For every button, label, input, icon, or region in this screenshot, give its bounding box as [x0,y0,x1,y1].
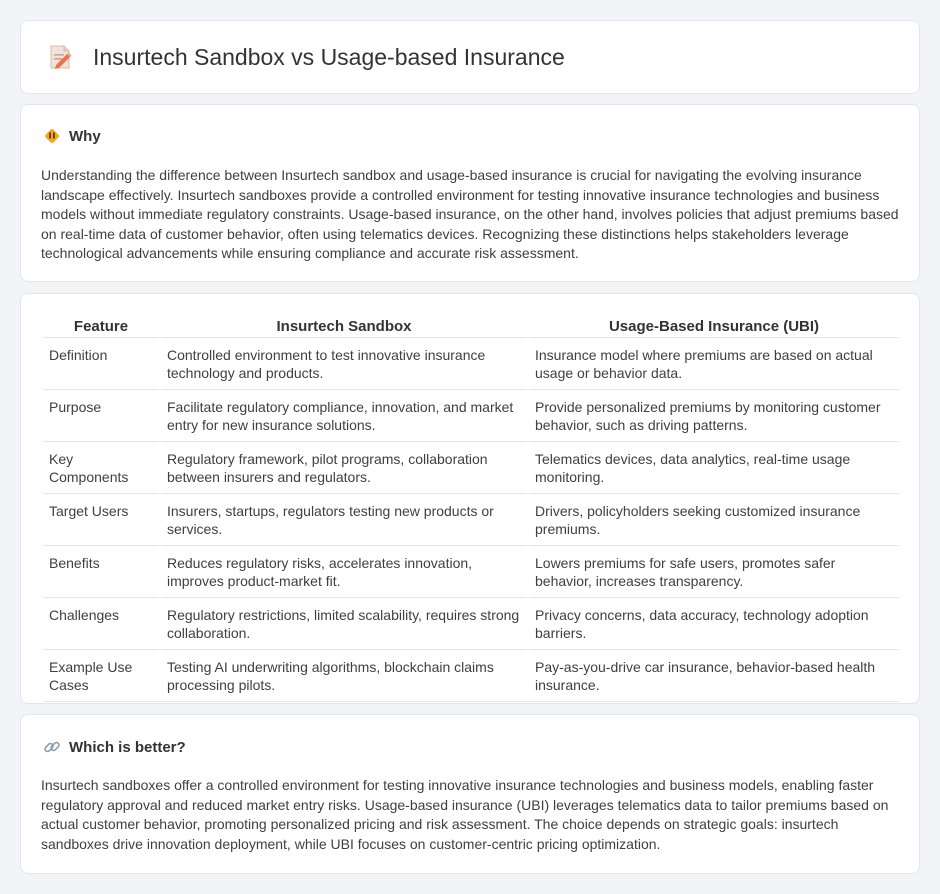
feature-cell: Target Users [43,494,159,546]
comparison-card [20,293,920,704]
feature-cell: Example Use Cases [43,650,159,702]
sandbox-cell: Reduces regulatory risks, accelerates innovation, improves product-market fit. [161,546,527,598]
ubi-cell: Lowers premiums for safe users, promotes safer behavior, increases transparency. [529,546,899,598]
which-better-card [20,714,920,874]
better-paragraph: Insurtech sandboxes offer a controlled environment for testing innovative insurance technologies and business models, enabling faster regulatory approval and reduced market entry risks. Usage-based insurance (UBI) leverages telematics data to tailor premiums based on actual customer behavior, promoting personalized pricing and risk assessment. The choice depends on strategic goals: insurtech sandboxes drive innovation deployment, while UBI focuses on customer-centric pricing optimization. [41,777,889,852]
feature-cell: Challenges [43,598,159,650]
header-insurtech-sandbox: Insurtech Sandbox [161,316,527,338]
sandbox-cell: Facilitate regulatory compliance, innovation, and market entry for new insurance solutions. [161,390,527,442]
table-row [43,494,899,546]
why-paragraph: Understanding the difference between Insurtech sandbox and usage-based insurance is crucial for navigating the evolving insurance landscape effectively. Insurtech sandboxes provide a controlled environment for testing innovative insurance technologies and business models without immediate regulatory constraints. Usage-based insurance, on the other hand, involves policies that adjust premiums based on real-time data of customer behavior, often using telematics devices. Recognizing these distinctions helps stakeholders leverage technological advancements while ensuring compliance and accurate risk assessment. [41,167,899,262]
why-heading: Why [69,127,101,145]
table-row [43,650,899,702]
diamond-warning-icon [43,127,61,145]
header-feature: Feature [43,316,159,338]
sandbox-cell: Regulatory restrictions, limited scalability, requires strong collaboration. [161,598,527,650]
sandbox-cell: Testing AI underwriting algorithms, blockchain claims processing pilots. [161,650,527,702]
ubi-cell: Pay-as-you-drive car insurance, behavior-based health insurance. [529,650,899,702]
table-row [43,546,899,598]
header-ubi: Usage-Based Insurance (UBI) [529,316,899,338]
table-header-row [43,316,899,338]
sandbox-cell: Insurers, startups, regulators testing new products or services. [161,494,527,546]
table-row [43,390,899,442]
why-heading-row [43,127,101,145]
table-row [43,442,899,494]
better-heading-row [43,738,186,756]
feature-cell: Benefits [43,546,159,598]
ubi-cell: Provide personalized premiums by monitoring customer behavior, such as driving patterns. [529,390,899,442]
why-card [20,104,920,282]
feature-cell: Key Components [43,442,159,494]
sandbox-cell: Regulatory framework, pilot programs, collaboration between insurers and regulators. [161,442,527,494]
feature-cell: Purpose [43,390,159,442]
ubi-cell: Insurance model where premiums are based on actual usage or behavior data. [529,338,899,390]
title-card [20,20,920,94]
ubi-cell: Privacy concerns, data accuracy, technology adoption barriers. [529,598,899,650]
page-title: Insurtech Sandbox vs Usage-based Insurance [93,43,565,70]
title-row [47,43,565,71]
better-heading: Which is better? [69,738,186,756]
table-row [43,598,899,650]
comparison-table [41,316,901,702]
sandbox-cell: Controlled environment to test innovative insurance technology and products. [161,338,527,390]
ubi-cell: Telematics devices, data analytics, real-time usage monitoring. [529,442,899,494]
document-pencil-icon [47,43,73,71]
feature-cell: Definition [43,338,159,390]
link-icon [43,738,61,756]
ubi-cell: Drivers, policyholders seeking customized insurance premiums. [529,494,899,546]
table-row [43,338,899,390]
